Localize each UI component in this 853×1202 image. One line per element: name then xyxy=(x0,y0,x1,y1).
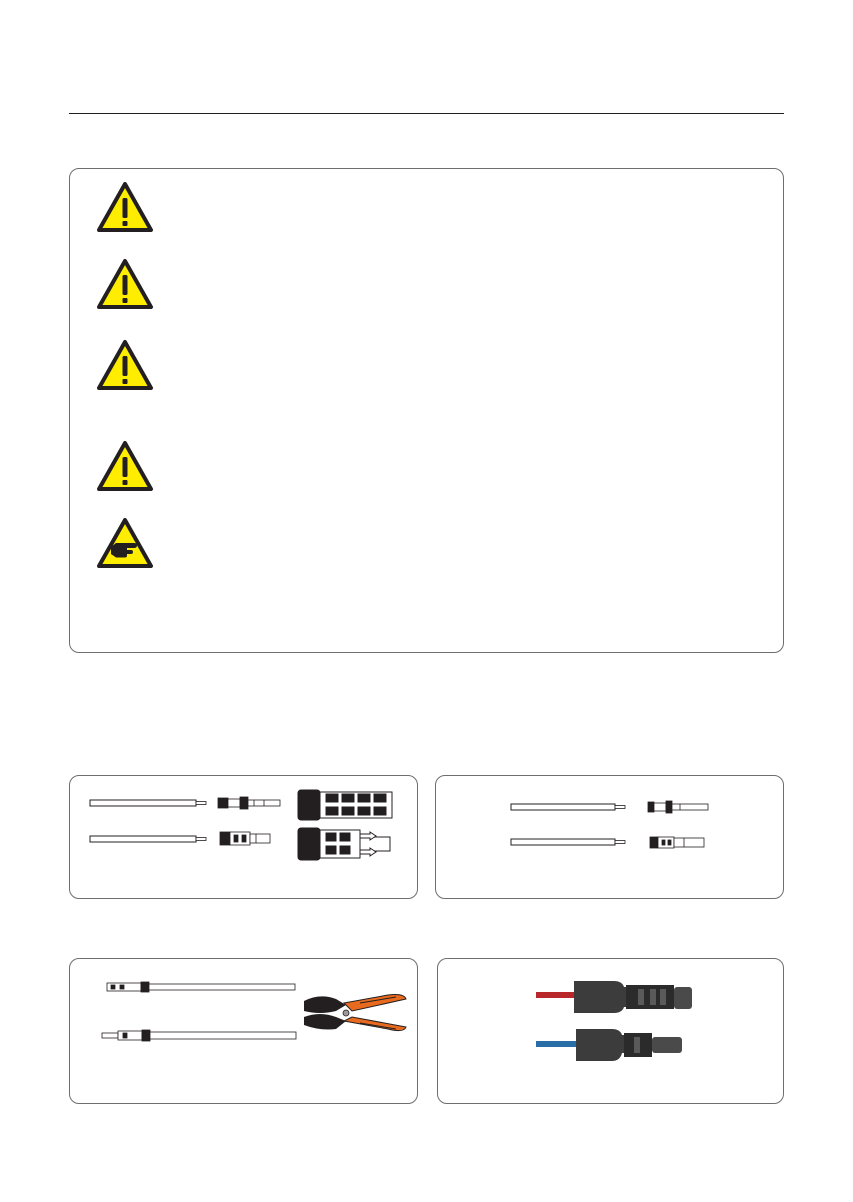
header-rule xyxy=(69,113,784,114)
warning-triangle-icon xyxy=(96,258,154,310)
warning-triangle-icon xyxy=(96,339,154,391)
figure-crimping xyxy=(69,958,418,1104)
page-number xyxy=(768,6,786,22)
figure-cables-contacts xyxy=(435,775,784,899)
safety-notice-box xyxy=(69,168,784,653)
warning-triangle-icon xyxy=(96,440,154,492)
figure-mc4-photo xyxy=(437,958,784,1104)
pointing-hand-note-icon xyxy=(96,517,154,569)
warning-triangle-icon xyxy=(96,181,154,233)
figure-cables-connectors xyxy=(69,775,418,899)
